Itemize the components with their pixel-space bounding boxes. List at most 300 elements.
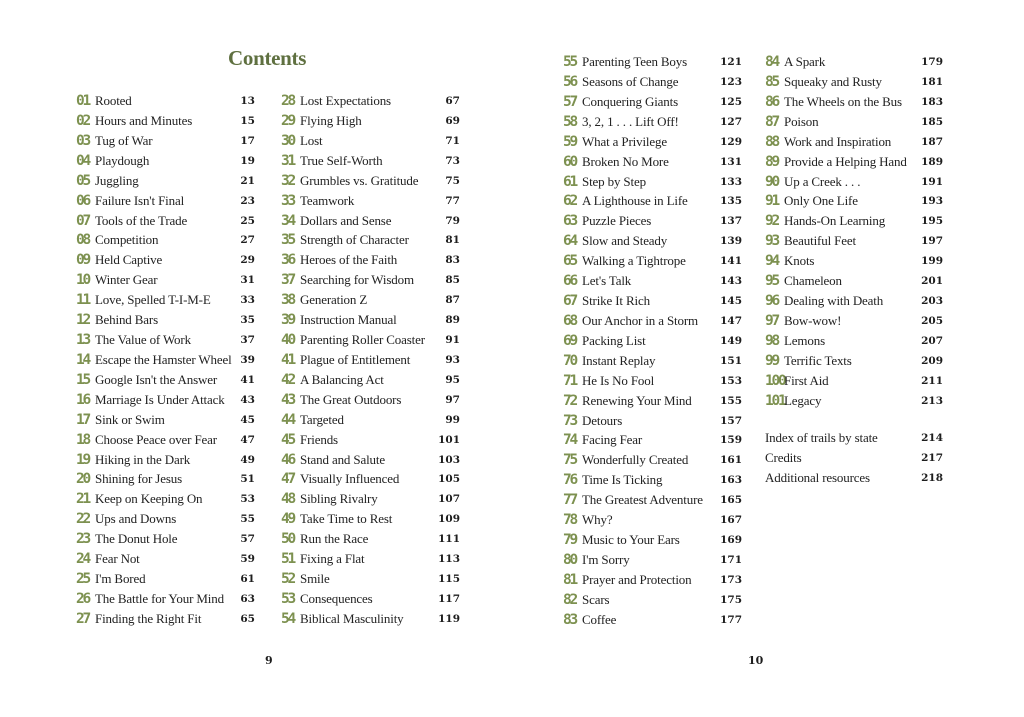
toc-entry[interactable] xyxy=(563,570,742,590)
toc-entry[interactable] xyxy=(281,569,460,589)
toc-entry[interactable] xyxy=(281,529,460,549)
chapter-page: 163 xyxy=(720,474,742,487)
toc-entry[interactable] xyxy=(281,370,460,390)
toc-entry[interactable] xyxy=(765,271,943,291)
chapter-number: 97 xyxy=(765,312,779,329)
chapter-number: 86 xyxy=(765,93,779,110)
chapter-number: 12 xyxy=(76,312,90,329)
chapter-number: 36 xyxy=(281,252,295,269)
chapter-title: Poison xyxy=(784,113,819,129)
chapter-title: Failure Isn't Final xyxy=(95,192,185,208)
appendix-title: Additional resources xyxy=(765,470,870,485)
toc-entry[interactable] xyxy=(76,131,255,151)
chapter-title: Plague of Entitlement xyxy=(300,351,411,367)
toc-entry[interactable] xyxy=(563,132,742,152)
chapter-title: Searching for Wisdom xyxy=(300,272,414,288)
chapter-page: 31 xyxy=(240,274,255,287)
chapter-title: Puzzle Pieces xyxy=(582,213,652,229)
toc-entry[interactable] xyxy=(281,310,460,330)
chapter-title: Take Time to Rest xyxy=(300,511,393,527)
toc-entry[interactable] xyxy=(76,290,255,310)
toc-entry[interactable] xyxy=(76,151,255,171)
page-number-left: 9 xyxy=(265,654,273,667)
toc-column-3 xyxy=(563,52,742,632)
chapter-page: 193 xyxy=(921,195,943,208)
chapter-title: A Spark xyxy=(784,54,826,69)
toc-entry[interactable] xyxy=(281,410,460,430)
toc-entry[interactable] xyxy=(281,609,460,629)
chapter-number: 29 xyxy=(281,112,295,129)
chapter-title: Consequences xyxy=(300,591,373,606)
toc-entry[interactable] xyxy=(281,270,460,290)
chapter-page: 165 xyxy=(720,494,742,507)
chapter-number: 85 xyxy=(765,73,779,90)
chapter-title: Facing Fear xyxy=(582,432,643,448)
chapter-title: Smile xyxy=(300,571,330,587)
chapter-title: Escape the Hamster Wheel xyxy=(95,351,232,367)
chapter-number: 82 xyxy=(563,591,577,608)
toc-entry[interactable] xyxy=(76,549,255,569)
chapter-number: 26 xyxy=(76,591,90,607)
toc-entry[interactable] xyxy=(281,91,460,111)
toc-entry[interactable] xyxy=(281,171,460,191)
chapter-number: 69 xyxy=(563,332,577,349)
chapter-title: Playdough xyxy=(95,152,150,168)
toc-entry[interactable] xyxy=(281,211,460,231)
toc-entry[interactable] xyxy=(563,52,742,72)
chapter-page: 35 xyxy=(240,314,255,327)
toc-entry[interactable] xyxy=(563,470,742,490)
chapter-page: 65 xyxy=(240,612,255,625)
chapter-number: 90 xyxy=(765,173,779,190)
chapter-number: 57 xyxy=(563,93,577,110)
toc-entry[interactable] xyxy=(281,489,460,509)
chapter-title: Tug of War xyxy=(95,132,153,148)
chapter-number: 38 xyxy=(281,292,295,309)
toc-entry[interactable] xyxy=(563,92,742,112)
chapter-page: 29 xyxy=(240,254,255,267)
toc-entry[interactable] xyxy=(76,171,255,191)
chapter-page: 191 xyxy=(921,175,943,188)
chapter-page: 13 xyxy=(240,95,255,107)
chapter-number: 07 xyxy=(76,212,90,229)
toc-entry[interactable] xyxy=(563,231,742,251)
chapter-title: 3, 2, 1 . . . Lift Off! xyxy=(582,113,679,129)
chapter-page: 127 xyxy=(720,115,742,128)
chapter-page: 75 xyxy=(445,174,460,187)
chapter-page: 177 xyxy=(720,613,742,626)
toc-entry[interactable] xyxy=(563,311,742,331)
chapter-title: Fear Not xyxy=(95,551,140,567)
chapter-page: 209 xyxy=(921,354,943,367)
chapter-number: 70 xyxy=(563,352,577,369)
toc-entry[interactable] xyxy=(765,331,943,351)
chapter-number: 08 xyxy=(76,232,90,249)
chapter-title: Friends xyxy=(300,431,338,447)
chapter-page: 143 xyxy=(720,275,742,288)
chapter-page: 117 xyxy=(438,593,460,605)
toc-entry[interactable] xyxy=(563,72,742,92)
toc-entry[interactable] xyxy=(563,430,742,450)
toc-entry[interactable] xyxy=(281,509,460,529)
toc-entry[interactable] xyxy=(76,509,255,529)
chapter-title: Generation Z xyxy=(300,292,368,308)
toc-entry[interactable] xyxy=(76,270,255,290)
chapter-page: 33 xyxy=(240,294,255,307)
chapter-number: 21 xyxy=(76,491,90,508)
chapter-title: Shining for Jesus xyxy=(95,471,183,487)
toc-entry[interactable] xyxy=(563,291,742,311)
chapter-title: Wonderfully Created xyxy=(582,452,689,468)
chapter-number: 63 xyxy=(563,213,577,230)
chapter-page: 131 xyxy=(720,155,742,168)
chapter-page: 141 xyxy=(720,255,742,268)
chapter-title: He Is No Fool xyxy=(582,372,655,388)
chapter-title: Lost xyxy=(300,132,323,148)
toc-entry[interactable] xyxy=(76,410,255,430)
chapter-number: 78 xyxy=(563,512,577,529)
chapter-number: 52 xyxy=(281,571,295,588)
toc-column-4 xyxy=(765,52,943,492)
chapter-title: Hours and Minutes xyxy=(95,112,193,128)
toc-entry[interactable] xyxy=(76,469,255,489)
chapter-title: Fixing a Flat xyxy=(300,551,365,567)
chapter-page: 95 xyxy=(445,373,460,386)
toc-entry[interactable] xyxy=(563,331,742,351)
chapter-page: 149 xyxy=(720,334,742,347)
chapter-number: 68 xyxy=(563,312,577,329)
toc-entry[interactable] xyxy=(765,112,943,132)
chapter-page: 201 xyxy=(921,275,943,288)
toc-entry[interactable] xyxy=(563,271,742,291)
toc-entry[interactable] xyxy=(563,610,742,630)
chapter-page: 109 xyxy=(438,513,460,526)
toc-entry[interactable] xyxy=(563,371,742,391)
chapter-number: 27 xyxy=(76,610,90,627)
chapter-page: 43 xyxy=(240,393,255,406)
chapter-number: 65 xyxy=(563,253,577,270)
toc-entry[interactable] xyxy=(281,350,460,370)
appendix-page: 217 xyxy=(921,452,943,464)
toc-entry[interactable] xyxy=(563,152,742,172)
toc-entry[interactable] xyxy=(563,112,742,132)
chapter-number: 06 xyxy=(76,192,90,209)
chapter-title: Knots xyxy=(784,253,815,269)
chapter-page: 19 xyxy=(240,154,255,167)
chapter-page: 63 xyxy=(240,593,255,605)
chapter-number: 66 xyxy=(563,273,577,290)
toc-entry[interactable] xyxy=(765,211,943,231)
toc-entry[interactable] xyxy=(765,191,943,211)
chapter-page: 185 xyxy=(921,115,943,128)
chapter-title: Sink or Swim xyxy=(95,411,165,427)
toc-entry[interactable] xyxy=(76,350,255,370)
chapter-page: 77 xyxy=(445,194,460,207)
chapter-number: 60 xyxy=(563,153,577,170)
toc-entry[interactable] xyxy=(281,589,460,609)
toc-entry[interactable] xyxy=(76,609,255,629)
chapter-page: 203 xyxy=(921,295,943,308)
chapter-page: 105 xyxy=(438,473,460,486)
chapter-page: 173 xyxy=(720,573,742,586)
toc-entry[interactable] xyxy=(765,391,943,411)
chapter-title: Instruction Manual xyxy=(300,312,397,328)
chapter-number: 18 xyxy=(76,431,90,448)
toc-entry[interactable] xyxy=(563,590,742,610)
toc-column-2 xyxy=(281,91,460,631)
chapter-number: 17 xyxy=(76,411,90,428)
toc-entry[interactable] xyxy=(765,172,943,192)
chapter-page: 121 xyxy=(720,56,742,68)
toc-entry[interactable] xyxy=(281,111,460,131)
toc-entry[interactable] xyxy=(76,91,255,111)
chapter-page: 153 xyxy=(720,374,742,387)
chapter-number: 49 xyxy=(281,511,295,528)
toc-entry[interactable] xyxy=(281,549,460,569)
toc-entry[interactable] xyxy=(765,311,943,331)
chapter-number: 58 xyxy=(563,113,577,130)
chapter-title: Instant Replay xyxy=(582,352,656,368)
chapter-page: 187 xyxy=(921,135,943,148)
toc-entry[interactable] xyxy=(76,569,255,589)
chapter-page: 97 xyxy=(445,393,460,406)
chapter-title: A Lighthouse in Life xyxy=(582,193,688,209)
chapter-title: Marriage Is Under Attack xyxy=(95,391,225,407)
chapter-number: 50 xyxy=(281,531,295,548)
toc-entry[interactable] xyxy=(281,290,460,310)
chapter-number: 98 xyxy=(765,332,779,349)
toc-column-1 xyxy=(76,91,255,631)
chapter-number: 74 xyxy=(563,432,577,449)
chapter-page: 51 xyxy=(240,473,255,486)
toc-entry[interactable] xyxy=(281,430,460,450)
chapter-number: 40 xyxy=(281,332,295,349)
chapter-page: 155 xyxy=(720,394,742,407)
chapter-number: 77 xyxy=(563,492,577,509)
chapter-title: Held Captive xyxy=(95,252,163,268)
chapter-page: 183 xyxy=(921,95,943,108)
chapter-page: 67 xyxy=(445,95,460,107)
appendix-entry[interactable] xyxy=(765,448,943,468)
toc-entry[interactable] xyxy=(765,371,943,391)
chapter-number: 44 xyxy=(281,411,295,428)
chapter-title: I'm Sorry xyxy=(582,552,630,567)
chapter-page: 161 xyxy=(720,454,742,467)
chapter-page: 69 xyxy=(445,114,460,127)
chapter-number: 67 xyxy=(563,293,577,310)
toc-entry[interactable] xyxy=(765,72,943,92)
chapter-title: Work and Inspiration xyxy=(784,133,892,149)
chapter-number: 42 xyxy=(281,371,295,388)
chapter-page: 213 xyxy=(921,394,943,407)
chapter-title: Hiking in the Dark xyxy=(95,451,191,467)
chapter-title: Time Is Ticking xyxy=(582,472,663,488)
toc-entry[interactable] xyxy=(765,351,943,371)
toc-entry[interactable] xyxy=(76,489,255,509)
chapter-number: 47 xyxy=(281,471,295,488)
toc-entry[interactable] xyxy=(76,330,255,350)
chapter-number: 64 xyxy=(563,233,577,250)
chapter-number: 05 xyxy=(76,172,90,189)
chapter-page: 83 xyxy=(445,254,460,267)
chapter-number: 28 xyxy=(281,93,295,109)
chapter-title: Ups and Downs xyxy=(95,511,177,527)
chapter-title: Tools of the Trade xyxy=(95,212,188,228)
toc-entry[interactable] xyxy=(563,251,742,271)
chapter-title: Seasons of Change xyxy=(582,73,679,89)
chapter-page: 87 xyxy=(445,294,460,307)
toc-entry[interactable] xyxy=(76,111,255,131)
toc-entry[interactable] xyxy=(563,211,742,231)
chapter-page: 107 xyxy=(438,493,460,506)
chapter-number: 19 xyxy=(76,451,90,468)
toc-entry[interactable] xyxy=(76,450,255,470)
chapter-number: 45 xyxy=(281,431,295,448)
chapter-page: 85 xyxy=(445,274,460,287)
chapter-title: Up a Creek . . . xyxy=(784,173,861,189)
chapter-number: 62 xyxy=(563,193,577,210)
chapter-title: Teamwork xyxy=(300,192,355,208)
chapter-number: 37 xyxy=(281,272,295,289)
toc-entry[interactable] xyxy=(765,132,943,152)
chapter-page: 61 xyxy=(240,573,255,586)
toc-entry[interactable] xyxy=(563,351,742,371)
toc-entry[interactable] xyxy=(765,92,943,112)
chapter-title: Squeaky and Rusty xyxy=(784,73,882,89)
toc-entry[interactable] xyxy=(765,52,943,72)
toc-entry[interactable] xyxy=(563,550,742,570)
chapter-page: 111 xyxy=(438,533,460,546)
chapter-title: Strike It Rich xyxy=(582,293,650,309)
toc-entry[interactable] xyxy=(765,231,943,251)
chapter-page: 139 xyxy=(720,235,742,248)
chapter-number: 24 xyxy=(76,551,90,568)
toc-entry[interactable] xyxy=(563,490,742,510)
toc-entry[interactable] xyxy=(76,230,255,250)
toc-entry[interactable] xyxy=(76,589,255,609)
toc-entry[interactable] xyxy=(76,310,255,330)
chapter-page: 151 xyxy=(720,354,742,367)
chapter-page: 137 xyxy=(720,215,742,228)
toc-entry[interactable] xyxy=(76,529,255,549)
toc-entry[interactable] xyxy=(765,251,943,271)
appendix-entry[interactable] xyxy=(765,428,943,448)
toc-entry[interactable] xyxy=(76,390,255,410)
toc-entry[interactable] xyxy=(281,469,460,489)
chapter-title: Rooted xyxy=(95,93,132,108)
chapter-page: 195 xyxy=(921,215,943,228)
toc-entry[interactable] xyxy=(76,370,255,390)
chapter-number: 72 xyxy=(563,392,577,409)
chapter-page: 27 xyxy=(240,234,255,247)
appendix-title: Credits xyxy=(765,450,802,465)
chapter-title: True Self-Worth xyxy=(300,152,383,168)
chapter-page: 119 xyxy=(438,612,460,625)
toc-entry[interactable] xyxy=(563,450,742,470)
toc-entry[interactable] xyxy=(76,250,255,270)
toc-entry[interactable] xyxy=(281,191,460,211)
chapter-title: Finding the Right Fit xyxy=(95,610,202,626)
chapter-page: 91 xyxy=(445,334,460,347)
chapter-number: 32 xyxy=(281,172,295,189)
toc-entry[interactable] xyxy=(563,530,742,550)
chapter-page: 79 xyxy=(445,214,460,227)
chapter-title: Detours xyxy=(582,412,623,428)
chapter-page: 169 xyxy=(720,534,742,547)
toc-entry[interactable] xyxy=(281,390,460,410)
toc-entry[interactable] xyxy=(281,330,460,350)
chapter-number: 56 xyxy=(563,73,577,90)
chapter-number: 10 xyxy=(76,272,90,289)
chapter-number: 31 xyxy=(281,152,295,169)
chapter-number: 20 xyxy=(76,471,90,488)
chapter-title: Slow and Steady xyxy=(582,233,668,249)
chapter-page: 145 xyxy=(720,295,742,308)
toc-entry[interactable] xyxy=(281,450,460,470)
toc-entry[interactable] xyxy=(281,131,460,151)
chapter-number: 13 xyxy=(76,332,90,349)
chapter-number: 71 xyxy=(563,372,577,389)
toc-entry[interactable] xyxy=(281,250,460,270)
toc-entry[interactable] xyxy=(76,430,255,450)
chapter-number: 53 xyxy=(281,591,295,607)
chapter-title: Visually Influenced xyxy=(300,471,400,487)
toc-entry[interactable] xyxy=(281,151,460,171)
toc-entry[interactable] xyxy=(563,191,742,211)
chapter-page: 101 xyxy=(438,433,460,446)
chapter-title: Hands-On Learning xyxy=(784,213,886,229)
chapter-page: 93 xyxy=(445,353,460,366)
chapter-number: 46 xyxy=(281,451,295,468)
toc-entry[interactable] xyxy=(76,191,255,211)
chapter-title: The Battle for Your Mind xyxy=(95,591,224,606)
chapter-page: 39 xyxy=(240,353,255,366)
chapter-title: Winter Gear xyxy=(95,272,158,288)
chapter-title: Love, Spelled T-I-M-E xyxy=(95,292,211,308)
chapter-number: 51 xyxy=(281,551,295,568)
chapter-title: Bow-wow! xyxy=(784,312,842,328)
chapter-title: The Greatest Adventure xyxy=(582,492,703,508)
chapter-page: 159 xyxy=(720,434,742,447)
chapter-number: 96 xyxy=(765,293,779,310)
chapter-page: 171 xyxy=(720,554,742,566)
chapter-page: 129 xyxy=(720,135,742,148)
chapter-title: Broken No More xyxy=(582,153,669,169)
chapter-number: 55 xyxy=(563,54,577,70)
chapter-title: Lost Expectations xyxy=(300,93,391,108)
chapter-page: 21 xyxy=(240,174,255,187)
chapter-page: 71 xyxy=(445,134,460,147)
chapter-page: 135 xyxy=(720,195,742,208)
toc-entry[interactable] xyxy=(765,291,943,311)
toc-entry[interactable] xyxy=(563,411,742,431)
appendix-entry[interactable] xyxy=(765,468,943,488)
toc-entry[interactable] xyxy=(76,211,255,231)
toc-entry[interactable] xyxy=(765,152,943,172)
chapter-title: The Great Outdoors xyxy=(300,391,402,407)
chapter-page: 53 xyxy=(240,493,255,506)
toc-entry[interactable] xyxy=(563,510,742,530)
chapter-title: Packing List xyxy=(582,332,646,348)
chapter-number: 35 xyxy=(281,232,295,249)
toc-entry[interactable] xyxy=(281,230,460,250)
chapter-title: Targeted xyxy=(300,411,344,427)
chapter-number: 43 xyxy=(281,391,295,408)
toc-entry[interactable] xyxy=(563,391,742,411)
chapter-number: 41 xyxy=(281,351,295,368)
chapter-title: Music to Your Ears xyxy=(582,532,680,548)
toc-entry[interactable] xyxy=(563,172,742,192)
